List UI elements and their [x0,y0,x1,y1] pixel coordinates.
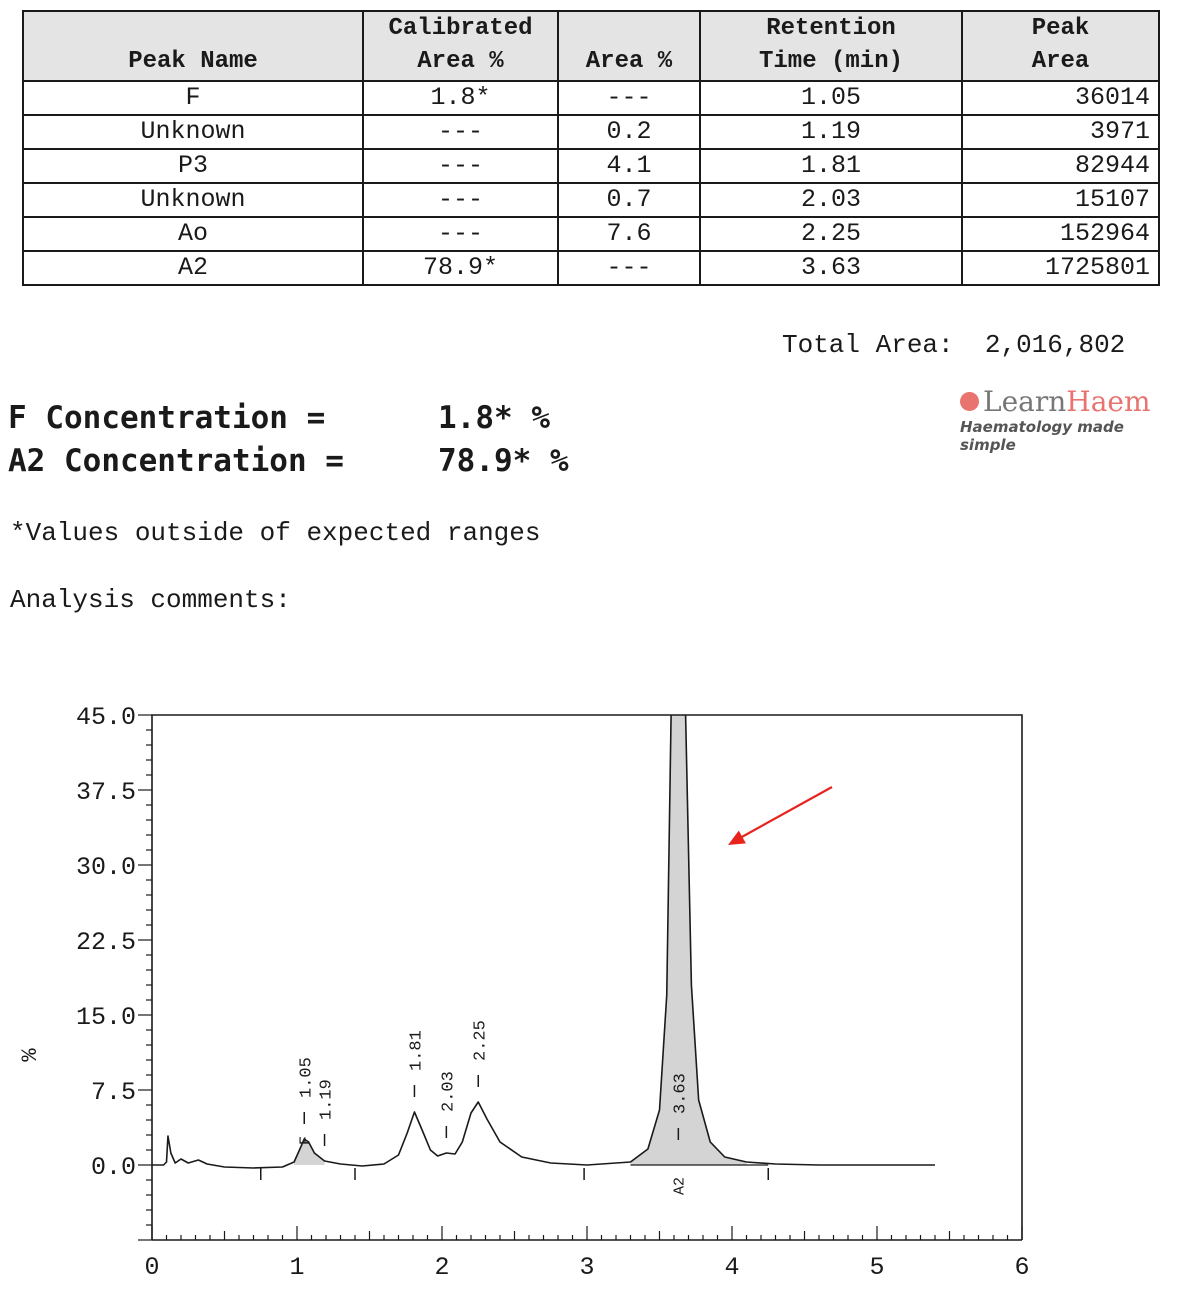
cell-area-percent: --- [558,251,700,285]
cell-area-percent: 0.7 [558,183,700,217]
y-tick-label: 30.0 [75,853,136,882]
cell-peak-name: P3 [23,149,363,183]
table-row [23,183,1159,217]
chart-marks [152,715,935,1180]
total-area-label: Total Area: [782,330,954,360]
cell-peak-name: F [23,81,363,115]
x-tick-label: 6 [1014,1253,1030,1282]
header-area-percent: Area % [558,11,700,81]
cell-calibrated-area: --- [363,183,558,217]
y-axis-label: % [18,1048,43,1062]
header-peak-name: Peak Name [23,11,363,81]
y-tick-label: 15.0 [75,1003,136,1032]
y-tick-label: 0.0 [90,1153,136,1182]
peak-rt-label: 1.81 [407,1030,427,1071]
header-calibrated-area: Calibrated Area % [363,11,558,81]
peak-rt-label: 2.03 [439,1071,459,1112]
total-area-value: 2,016,802 [984,330,1126,360]
cell-retention-time: 1.19 [700,115,962,149]
table-row [23,81,1159,115]
y-tick-label: 7.5 [90,1078,136,1107]
annotation-arrow-shaft [740,787,832,838]
cell-peak-name: Unknown [23,115,363,149]
x-tick-label: 4 [724,1253,740,1282]
cell-peak-area: 82944 [962,149,1159,183]
table-row [23,217,1159,251]
cell-retention-time: 2.25 [700,217,962,251]
x-tick-label: 1 [289,1253,305,1282]
peak-rt-label: 1.05 [297,1057,317,1098]
analysis-comments-label: Analysis comments: [10,585,291,615]
y-tick-label: 37.5 [75,778,136,807]
cell-calibrated-area: --- [363,217,558,251]
table-header-row [23,11,1159,81]
a2-concentration-label: A2 Concentration = [8,443,344,479]
footnote: *Values outside of expected ranges [10,518,541,548]
cell-area-percent: 4.1 [558,149,700,183]
table-row [23,149,1159,183]
x-tick-label: 0 [144,1253,160,1282]
x-tick-label: 2 [434,1253,450,1282]
header-peak-area: Peak Area [962,11,1159,81]
cell-area-percent: 0.2 [558,115,700,149]
peak-rt-label: 1.19 [317,1079,337,1120]
cell-peak-area: 36014 [962,81,1159,115]
x-tick-label: 3 [579,1253,595,1282]
plot-frame [152,715,1022,1240]
f-concentration-label: F Concentration = [8,400,326,436]
cell-calibrated-area: 78.9* [363,251,558,285]
cell-retention-time: 2.03 [700,183,962,217]
cell-area-percent: --- [558,81,700,115]
cell-retention-time: 1.05 [700,81,962,115]
total-area [782,330,1125,360]
peak-name-label: F [297,1136,315,1146]
cell-peak-area: 15107 [962,183,1159,217]
y-tick-label: 45.0 [75,703,136,732]
peak-name-label: A2 [671,1176,689,1195]
cell-peak-name: A2 [23,251,363,285]
cell-peak-area: 1725801 [962,251,1159,285]
table-row [23,115,1159,149]
logo-tagline: Haematology made simple [960,418,1124,454]
a2-concentration [8,443,569,479]
cell-peak-name: Unknown [23,183,363,217]
a2-concentration-value: 78.9* % [438,443,569,479]
cell-calibrated-area: --- [363,115,558,149]
x-tick-label: 5 [869,1253,885,1282]
annotation-arrow-head [728,831,746,845]
chromatogram-trace [152,715,935,1168]
cell-retention-time: 1.81 [700,149,962,183]
peak-rt-label: 2.25 [471,1020,491,1061]
logo-dot-icon [960,392,979,411]
f-concentration-value: 1.8* % [438,400,550,436]
cell-peak-area: 152964 [962,217,1159,251]
chart-axes [138,715,1022,1240]
header-retention-time: Retention Time (min) [700,11,962,81]
learnhaem-logo [960,385,1170,454]
f-concentration [8,400,550,436]
cell-calibrated-area: 1.8* [363,81,558,115]
peak-rt-label: 3.63 [671,1073,691,1114]
table-row [23,251,1159,285]
logo-learn-text: Learn [983,385,1067,418]
peak-table [22,10,1160,286]
cell-peak-area: 3971 [962,115,1159,149]
cell-area-percent: 7.6 [558,217,700,251]
cell-calibrated-area: --- [363,149,558,183]
chart-labels [18,703,1030,1282]
cell-peak-name: Ao [23,217,363,251]
cell-retention-time: 3.63 [700,251,962,285]
logo-haem-text: Haem [1066,385,1151,418]
chromatogram-chart [0,690,1200,1294]
y-tick-label: 22.5 [75,928,136,957]
